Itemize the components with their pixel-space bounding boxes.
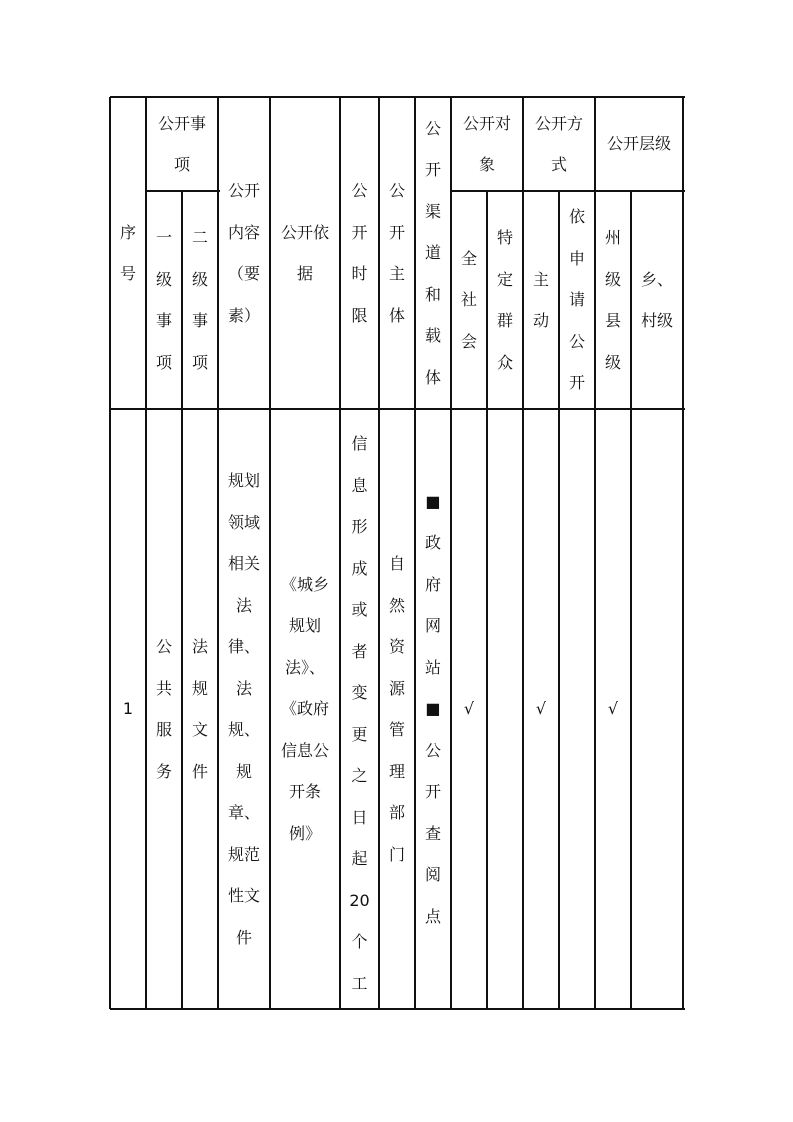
row-level-township — [631, 409, 683, 1009]
header-subject: 公 开 主 体 — [388, 181, 405, 325]
row-time-limit: 信 息 形 成 或 者 变 更 之 日 起 20 个 工 — [349, 434, 370, 993]
header-mode-group: 公开方式 — [534, 113, 583, 174]
header-level-group: 公开层级 — [606, 134, 671, 153]
row-target-specific — [487, 409, 523, 1009]
header-content: 公开内容（要素） — [227, 181, 260, 325]
header-mode-active: 主 动 — [532, 269, 549, 330]
row-seq: 1 — [122, 699, 134, 718]
row-level2-matter: 法 规 文 件 — [191, 637, 208, 781]
header-basis: 公开依据 — [280, 222, 329, 283]
header-mode-apply: 依 申 请 公 开 — [568, 207, 585, 393]
header-level-township: 乡、村级 — [640, 269, 673, 330]
row-level-county: √ — [607, 699, 619, 718]
row-mode-apply — [559, 409, 595, 1009]
row-subject: 自 然 资 源 管 理 部 门 — [388, 554, 405, 864]
header-level-county: 州 级 县 级 — [604, 228, 621, 372]
header-level2-matter: 二 级 事 项 — [191, 228, 208, 372]
row-basis: 《城乡规划法》、《政府信息公开条例》 — [280, 574, 329, 843]
header-channel: 公 开 渠 道 和 载 体 — [424, 118, 441, 387]
row-level1-matter: 公 共 服 务 — [155, 637, 172, 781]
row-channel: ■ 政 府 网 站 ■ 公 开 查 阅 点 — [424, 491, 441, 926]
header-target-specific: 特 定 群 众 — [496, 228, 513, 372]
row-target-all: √ — [463, 699, 475, 718]
header-level1-matter: 一 级 事 项 — [155, 228, 172, 372]
header-target-group: 公开对象 — [462, 113, 511, 174]
header-target-all: 全 社 会 — [460, 248, 477, 351]
row-content: 规划领域相关法律、法规、规章、规范性文件 — [227, 471, 260, 947]
header-time-limit: 公 开 时 限 — [351, 181, 368, 325]
row-mode-active: √ — [535, 699, 547, 718]
header-seq: 序 号 — [119, 222, 136, 283]
header-matter-group: 公开事项 — [157, 113, 206, 174]
